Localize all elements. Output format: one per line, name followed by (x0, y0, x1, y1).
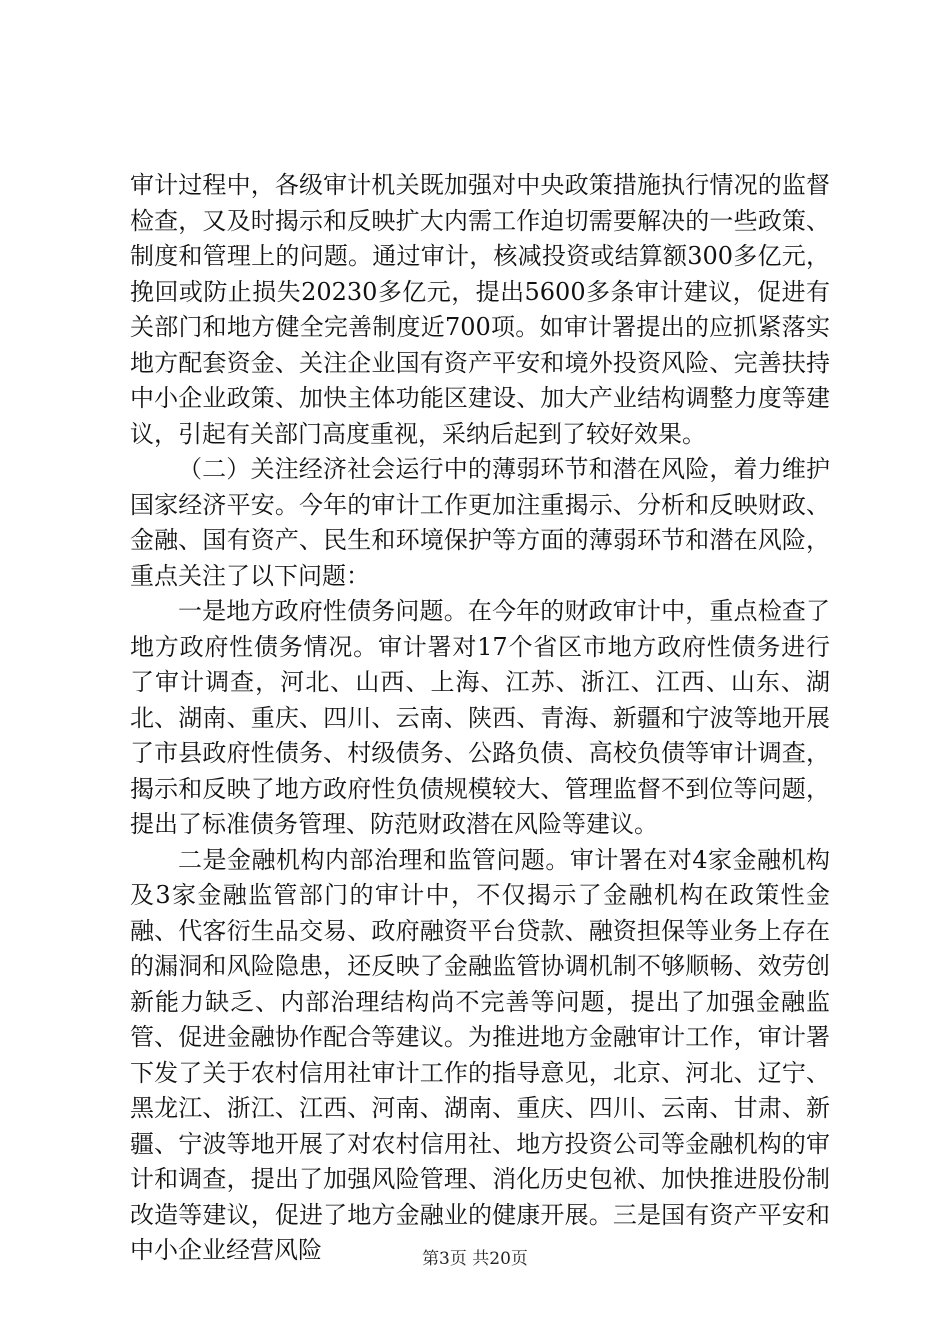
paragraph-4: 二是金融机构内部治理和监管问题。审计署在对4家金融机构及3家金融监管部门的审计中，不仅揭示了金融机构在政策性金融、代客衍生品交易、政府融资平台贷款、融资担保等业务上存在的漏洞和风险隐患，还反映了金融监管协调机制不够顺畅、效劳创新能力缺乏、内部治理结构尚不完善等问题，提出了加强金融监管、促进金融协作配合等建议。为推进地方金融审计工作，审计署下发了关于农村信用社审计工作的指导意见，北京、河北、辽宁、黑龙江、浙江、江西、河南、湖南、重庆、四川、云南、甘肃、新疆、宁波等地开展了对农村信用社、地方投资公司等金融机构的审计和调查，提出了加强风险管理、消化历史包袱、加快推进股份制改造等建议，促进了地方金融业的健康开展。三是国有资产平安和中小企业经营风险 (130, 845, 830, 1264)
paragraph-1: 审计过程中，各级审计机关既加强对中央政策措施执行情况的监督检查，又及时揭示和反映扩大内需工作迫切需要解决的一些政策、制度和管理上的问题。通过审计，核减投资或结算额300多亿元，挽回或防止损失20230多亿元，提出5600多条审计建议，促进有关部门和地方健全完善制度近700项。如审计署提出的应抓紧落实地方配套资金、关注企业国有资产平安和境外投资风险、完善扶持中小企业政策、加快主体功能区建设、加大产业结构调整力度等建议，引起有关部门高度重视，采纳后起到了较好效果。 (130, 171, 830, 448)
document-body (130, 168, 830, 1269)
paragraph-2: （二）关注经济社会运行中的薄弱环节和潜在风险，着力维护国家经济平安。今年的审计工作更加注重揭示、分析和反映财政、金融、国有资产、民生和环境保护等方面的薄弱环节和潜在风险，重点关注了以下问题： (130, 455, 830, 590)
paragraph-3: 一是地方政府性债务问题。在今年的财政审计中，重点检查了地方政府性债务情况。审计署对17个省区市地方政府性债务进行了审计调查，河北、山西、上海、江苏、浙江、江西、山东、湖北、湖南、重庆、四川、云南、陕西、青海、新疆和宁波等地开展了市县政府性债务、村级债务、公路负债、高校负债等审计调查，揭示和反映了地方政府性负债规模较大、管理监督不到位等问题，提出了标准债务管理、防范财政潜在风险等建议。 (130, 597, 830, 838)
page-number-footer: 第3页 共20页 (422, 1249, 528, 1269)
